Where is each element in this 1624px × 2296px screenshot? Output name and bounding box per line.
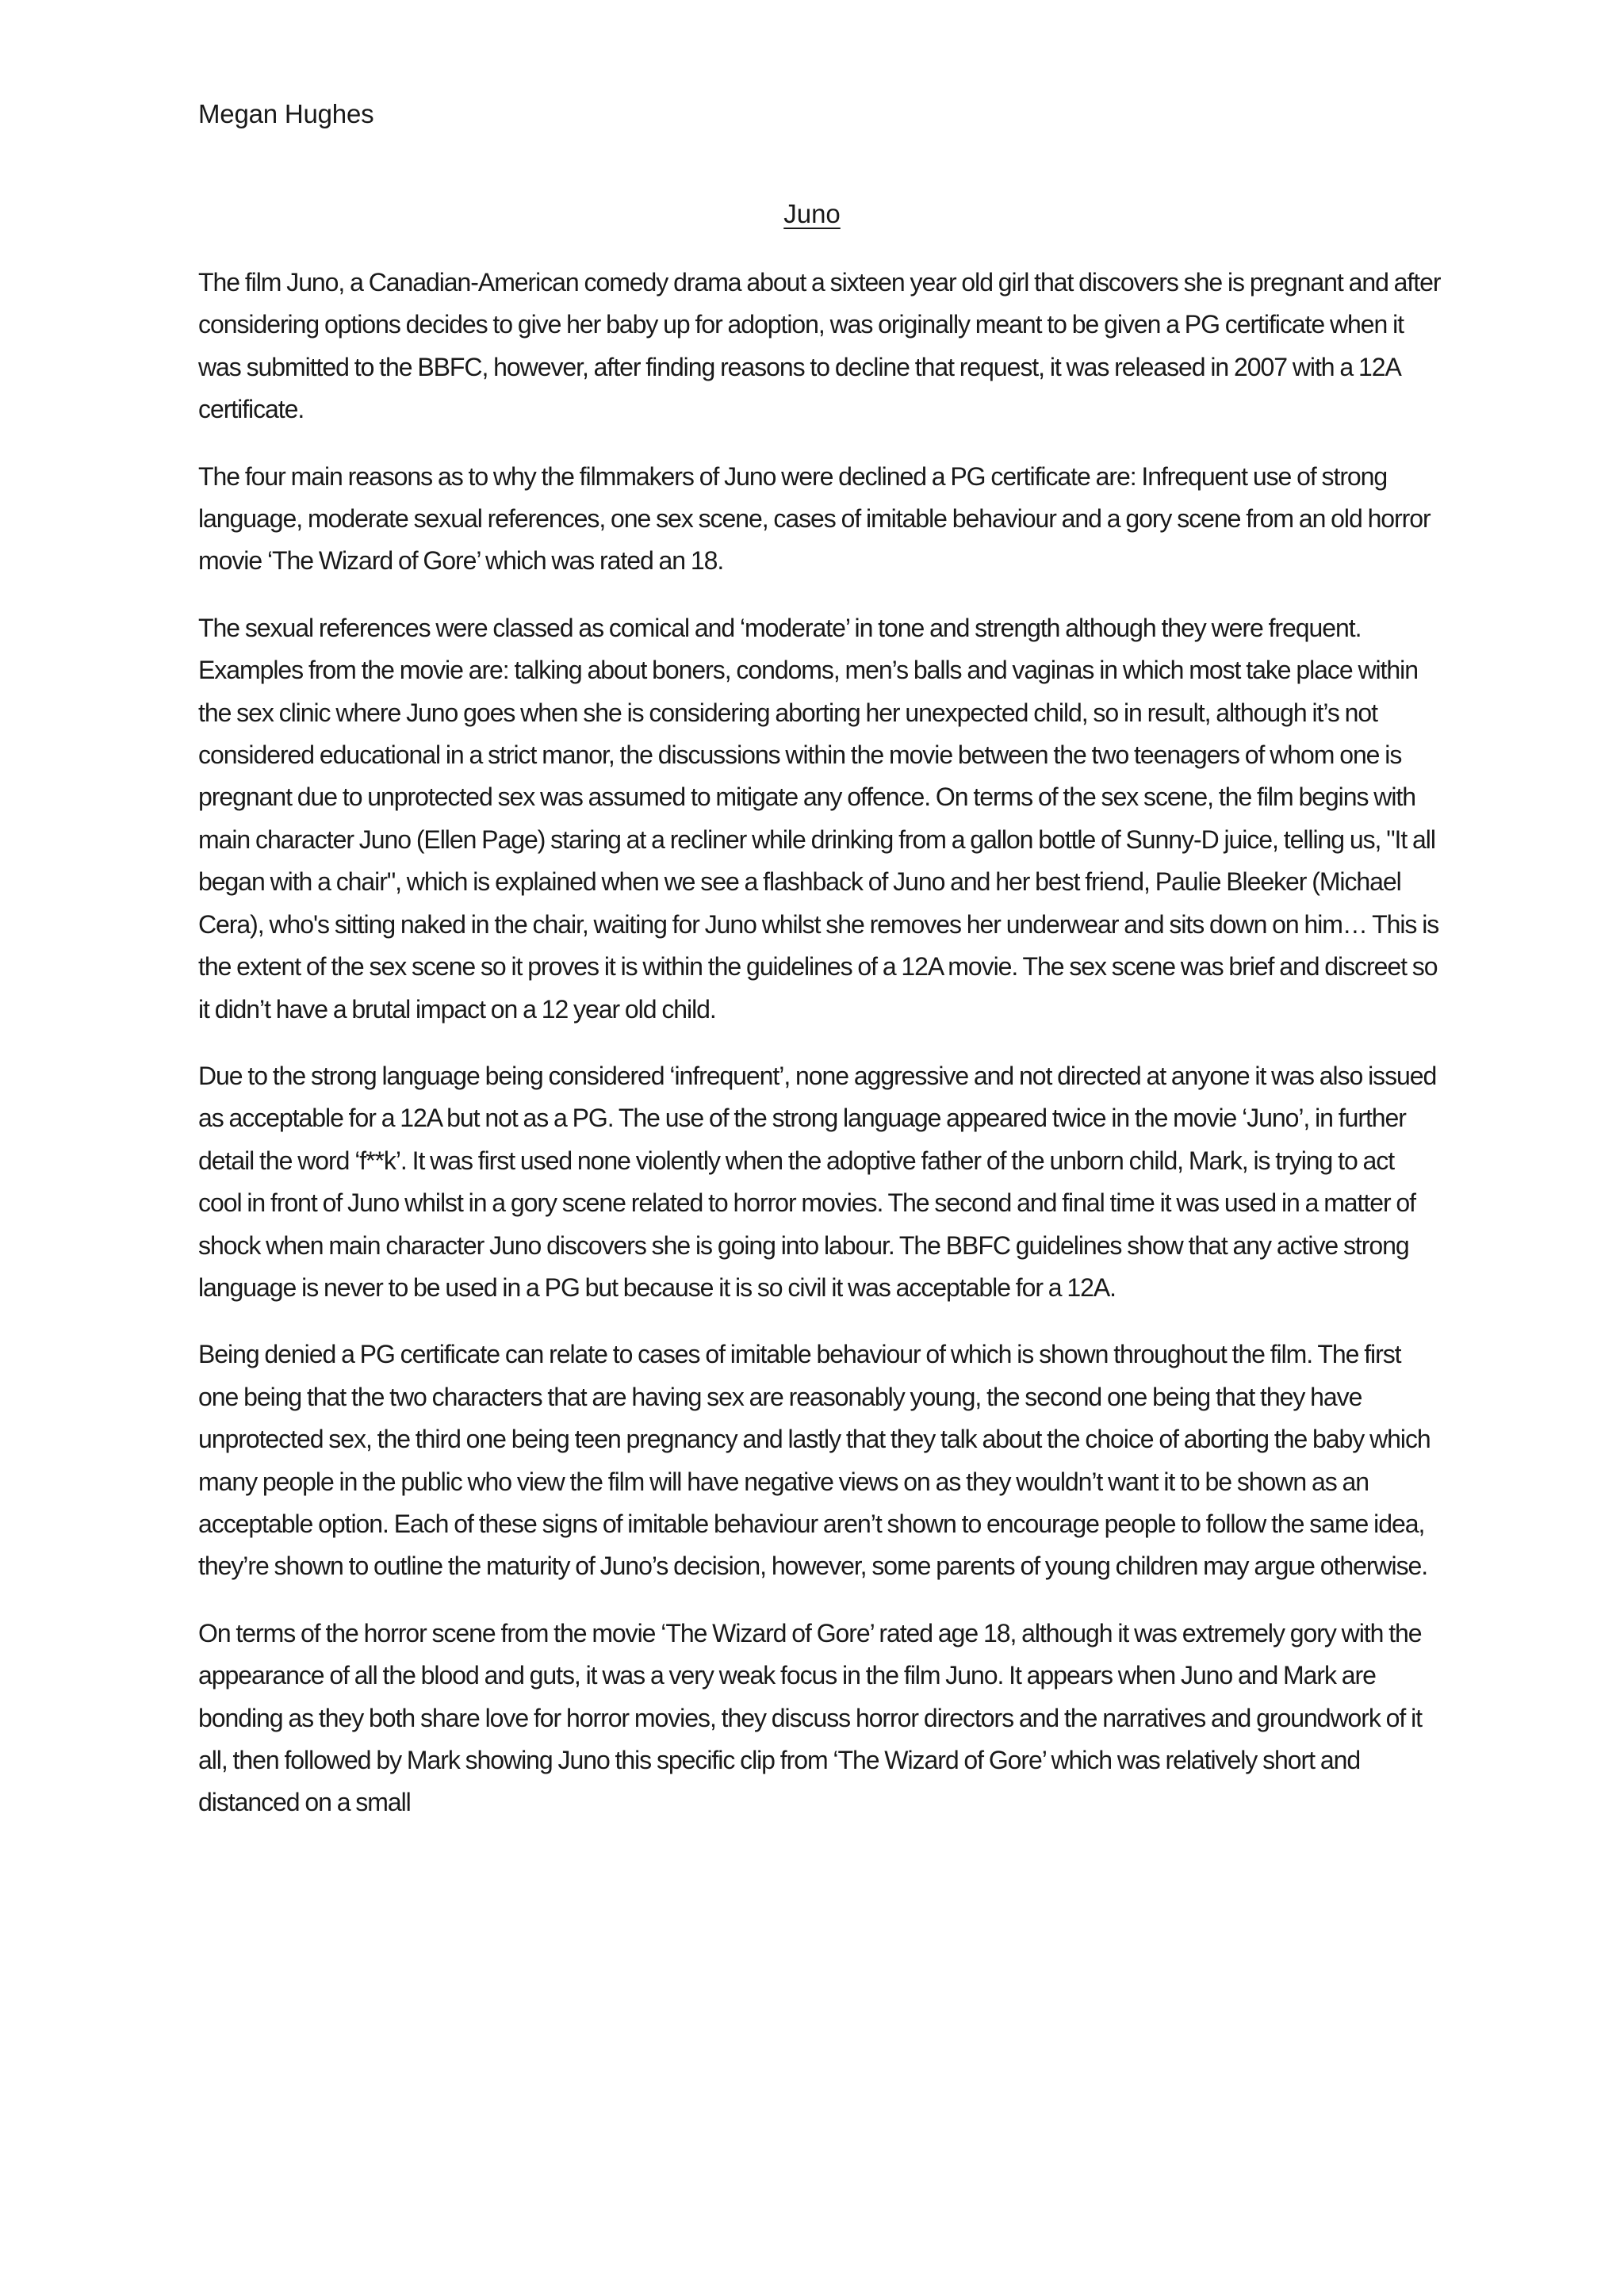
paragraph-intro: The film Juno, a Canadian-American comedy drama about a sixteen year old girl that discovers she is pregnant and after considering options decides to give her baby up for adoption, was originally meant to be given a PG certificate when it was submitted to the BBFC, however, after finding reasons to decline that request, it was released in 2007 with a 12A certificate.	[198, 268, 1441, 424]
paragraph-reasons: The four main reasons as to why the filmmakers of Juno were declined a PG certificate are: Infrequent use of strong language, moderate sexual references, one sex scene, cases of imitable behaviour and a gory scene from an old horror movie ‘The Wizard of Gore’ which was rated an 18.	[198, 461, 1431, 576]
paragraph-imitable-behaviour: Being denied a PG certificate can relate to cases of imitable behaviour of which is shown throughout the film. The first one being that the two characters that are having sex are reasonably young, the second one being that they have unprotected sex, the third one being teen pregnancy and lastly that they talk about the choice of aborting the baby which many people in the public who view the film will have negative views on as they wouldn’t want it to be shown as an acceptable option. Each of these signs of imitable behaviour aren’t shown to encourage people to follow the same idea, they’re shown to outline the maturity of Juno’s decision, however, some parents of young children may argue otherwise.	[198, 1340, 1431, 1581]
author-name: Megan Hughes	[198, 99, 374, 128]
document-title: Juno	[783, 199, 841, 228]
document-body	[198, 262, 1442, 1849]
paragraph-strong-language: Due to the strong language being considered ‘infrequent’, none aggressive and not directed at anyone it was also issued as acceptable for a 12A but not as a PG. The use of the strong language appeared twice in the movie ‘Juno’, in further detail the word ‘f**k’. It was first used none violently when the adoptive father of the unborn child, Mark, is trying to act cool in front of Juno whilst in a gory scene related to horror movies. The second and final time it was used in a matter of shock when main character Juno discovers she is going into labour. The BBFC guidelines show that any active strong language is never to be used in a PG but because it is so civil it was acceptable for a 12A.	[198, 1061, 1437, 1302]
paragraph-horror-scene: On terms of the horror scene from the movie ‘The Wizard of Gore’ rated age 18, although it was extremely gory with the appearance of all the blood and guts, it was a very weak focus in the film Juno. It appears when Juno and Mark are bonding as they both share love for horror movies, they discuss horror directors and the narratives and groundwork of it all, then followed by Mark showing Juno this specific clip from ‘The Wizard of Gore’ which was relatively short and distanced on a small	[198, 1618, 1422, 1817]
paragraph-sexual-references: The sexual references were classed as comical and ‘moderate’ in tone and strength although they were frequent. Examples from the movie are: talking about boners, condoms, men’s balls and vaginas in which most take place within the sex clinic where Juno goes when she is considering aborting her unexpected child, so in result, although it’s not considered educational in a strict manor, the discussions within the movie between the two teenagers of whom one is pregnant due to unprotected sex was assumed to mitigate any offence. On terms of the sex scene, the film begins with main character Juno (Ellen Page) staring at a recliner while drinking from a gallon bottle of Sunny-D juice, telling us, "It all began with a chair", which is explained when we see a flashback of Juno and her best friend, Paulie Bleeker (Michael Cera), who's sitting naked in the chair, waiting for Juno whilst she removes her underwear and sits down on him… This is the extent of the sex scene so it proves it is within the guidelines of a 12A movie. The sex scene was brief and discreet so it didn’t have a brutal impact on a 12 year old child.	[198, 613, 1439, 1024]
